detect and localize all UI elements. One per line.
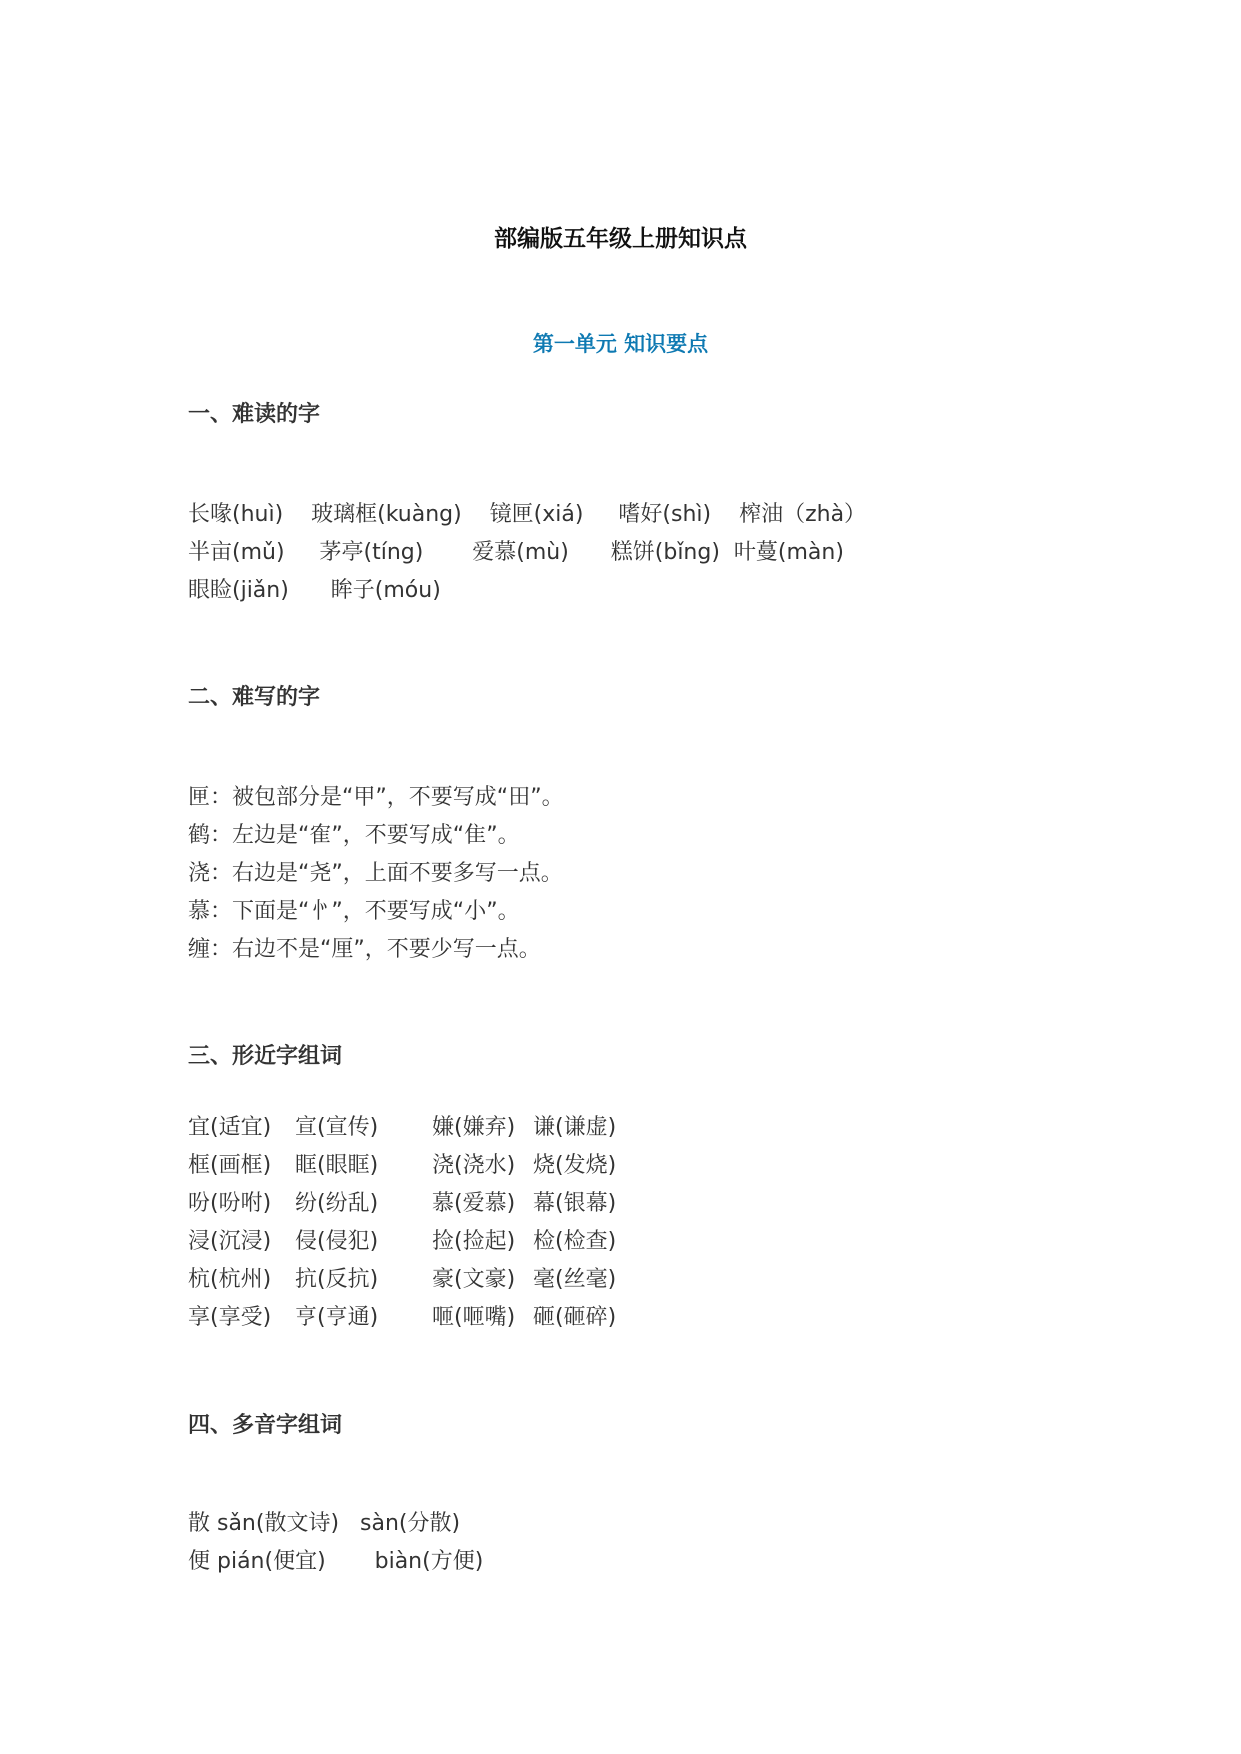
unit-title: 第一单元 知识要点	[532, 332, 709, 356]
section-heading-difficult-writing: 二、难写的字	[188, 685, 321, 710]
similar-char-cell: 慕(爱慕)	[432, 1191, 516, 1216]
page-title: 部编版五年级上册知识点	[494, 226, 747, 252]
similar-char-cell: 捡(捡起)	[432, 1229, 516, 1254]
similar-char-cell: 幕(银幕)	[533, 1191, 617, 1216]
section-heading-polyphonic: 四、多音字组词	[188, 1413, 343, 1438]
similar-char-cell: 谦(谦虚)	[533, 1115, 617, 1140]
similar-char-cell: 砸(砸碎)	[533, 1305, 617, 1330]
similar-char-cell: 豪(文豪)	[432, 1267, 516, 1292]
reading-line-2: 半亩(mǔ) 茅亭(tíng) 爱慕(mù) 糕饼(bǐng) 叶蔓(màn)	[188, 540, 844, 565]
writing-line-5: 缠：右边不是“厘”，不要少写一点。	[188, 937, 541, 962]
reading-line-1: 长喙(huì) 玻璃框(kuàng) 镜匣(xiá) 嗜好(shì) 榨油（zhà）	[188, 502, 867, 527]
reading-line-3: 眼睑(jiǎn) 眸子(móu)	[188, 578, 441, 603]
similar-char-cell: 宣(宣传)	[295, 1115, 379, 1140]
similar-char-cell: 咂(咂嘴)	[432, 1305, 516, 1330]
similar-char-cell: 浸(沉浸)	[188, 1229, 272, 1254]
similar-char-cell: 眶(眼眶)	[295, 1153, 379, 1178]
similar-char-cell: 享(享受)	[188, 1305, 272, 1330]
section-heading-similar-chars: 三、形近字组词	[188, 1044, 343, 1069]
similar-char-cell: 嫌(嫌弃)	[432, 1115, 516, 1140]
similar-char-cell: 亨(亨通)	[295, 1305, 379, 1330]
section-heading-difficult-reading: 一、难读的字	[188, 402, 321, 427]
similar-char-cell: 框(画框)	[188, 1153, 272, 1178]
similar-char-cell: 宜(适宜)	[188, 1115, 272, 1140]
similar-char-cell: 烧(发烧)	[533, 1153, 617, 1178]
polyphonic-line-1: 散 sǎn(散文诗) sàn(分散)	[188, 1511, 461, 1536]
polyphonic-line-2: 便 pián(便宜) biàn(方便)	[188, 1549, 484, 1574]
writing-line-1: 匣：被包部分是“甲”，不要写成“田”。	[188, 785, 564, 810]
similar-char-cell: 杭(杭州)	[188, 1267, 272, 1292]
similar-char-cell: 侵(侵犯)	[295, 1229, 379, 1254]
similar-char-cell: 检(检查)	[533, 1229, 617, 1254]
writing-line-4: 慕：下面是“㣺”，不要写成“小”。	[188, 899, 520, 924]
writing-line-3: 浇：右边是“尧”，上面不要多写一点。	[188, 861, 563, 886]
similar-char-cell: 抗(反抗)	[295, 1267, 379, 1292]
similar-char-cell: 毫(丝毫)	[533, 1267, 617, 1292]
similar-char-cell: 纷(纷乱)	[295, 1191, 379, 1216]
similar-char-cell: 吩(吩咐)	[188, 1191, 272, 1216]
similar-char-cell: 浇(浇水)	[432, 1153, 516, 1178]
writing-line-2: 鹤：左边是“隺”，不要写成“隹”。	[188, 823, 520, 848]
